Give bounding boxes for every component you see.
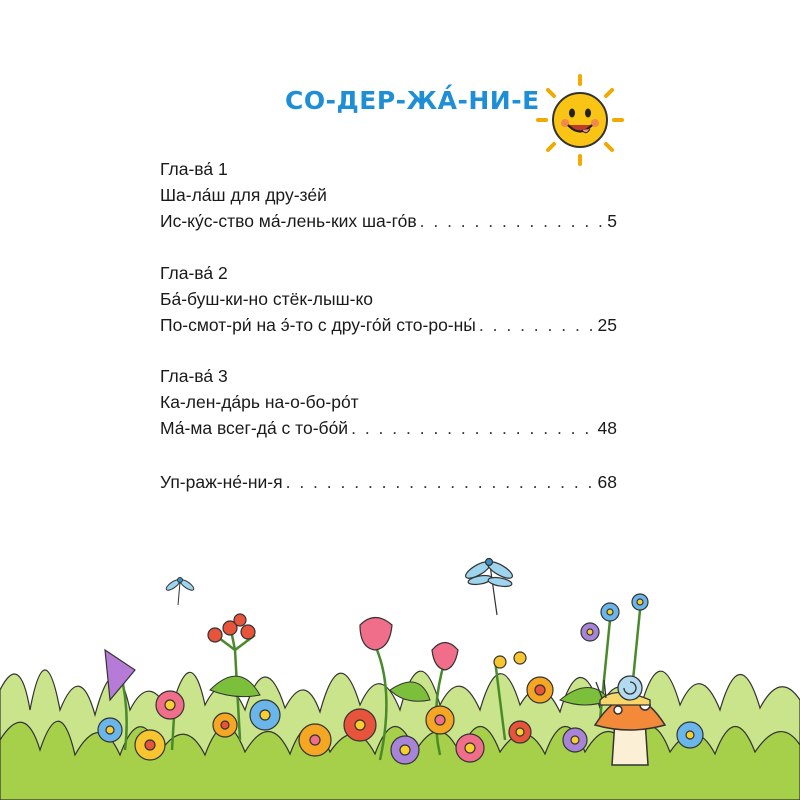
dot-leader [479, 312, 595, 338]
toc-entry[interactable] [160, 415, 617, 441]
dragonfly-icon [165, 578, 196, 606]
toc-section-1 [160, 156, 617, 234]
page-title: СО-ДЕР-ЖА́-НИ-Е [285, 86, 540, 115]
toc-section-2 [160, 260, 617, 338]
meadow-illustration [0, 540, 800, 800]
dragonfly-icon [463, 559, 514, 616]
story-title: Ба́-буш-ки-но стёк-лыш-ко [160, 289, 374, 309]
sun-illustration [530, 70, 630, 170]
chapter-label: Гла-ва́ 3 [160, 366, 228, 386]
entry-subtitle: По-смот-ри́ на э́-то с дру-го́й сто-ро-ны́ [160, 315, 476, 335]
page-number: 48 [597, 418, 617, 438]
entry-subtitle: Ма́-ма всег-да́ с то-бо́й [160, 418, 349, 438]
toc-entry[interactable] [160, 312, 617, 338]
story-title: Ша-ла́ш для дру-зе́й [160, 185, 327, 205]
page-number: 68 [597, 472, 617, 492]
dot-leader [420, 208, 605, 234]
toc-exercises [160, 469, 617, 495]
page-number: 25 [597, 315, 617, 335]
toc-section-3 [160, 363, 617, 441]
entry-subtitle: Уп-раж-не́-ни-я [160, 472, 283, 492]
entry-subtitle: Ис-ку́с-ство ма́-лень-ких ша-го́в [160, 211, 417, 231]
dot-leader [351, 415, 594, 441]
page-number: 5 [607, 211, 617, 231]
story-title: Ка-лен-да́рь на-о-бо-ро́т [160, 392, 359, 412]
dot-leader [286, 469, 595, 495]
toc-entry[interactable] [160, 208, 617, 234]
toc-entry[interactable] [160, 469, 617, 495]
chapter-label: Гла-ва́ 2 [160, 263, 228, 283]
chapter-label: Гла-ва́ 1 [160, 159, 228, 179]
